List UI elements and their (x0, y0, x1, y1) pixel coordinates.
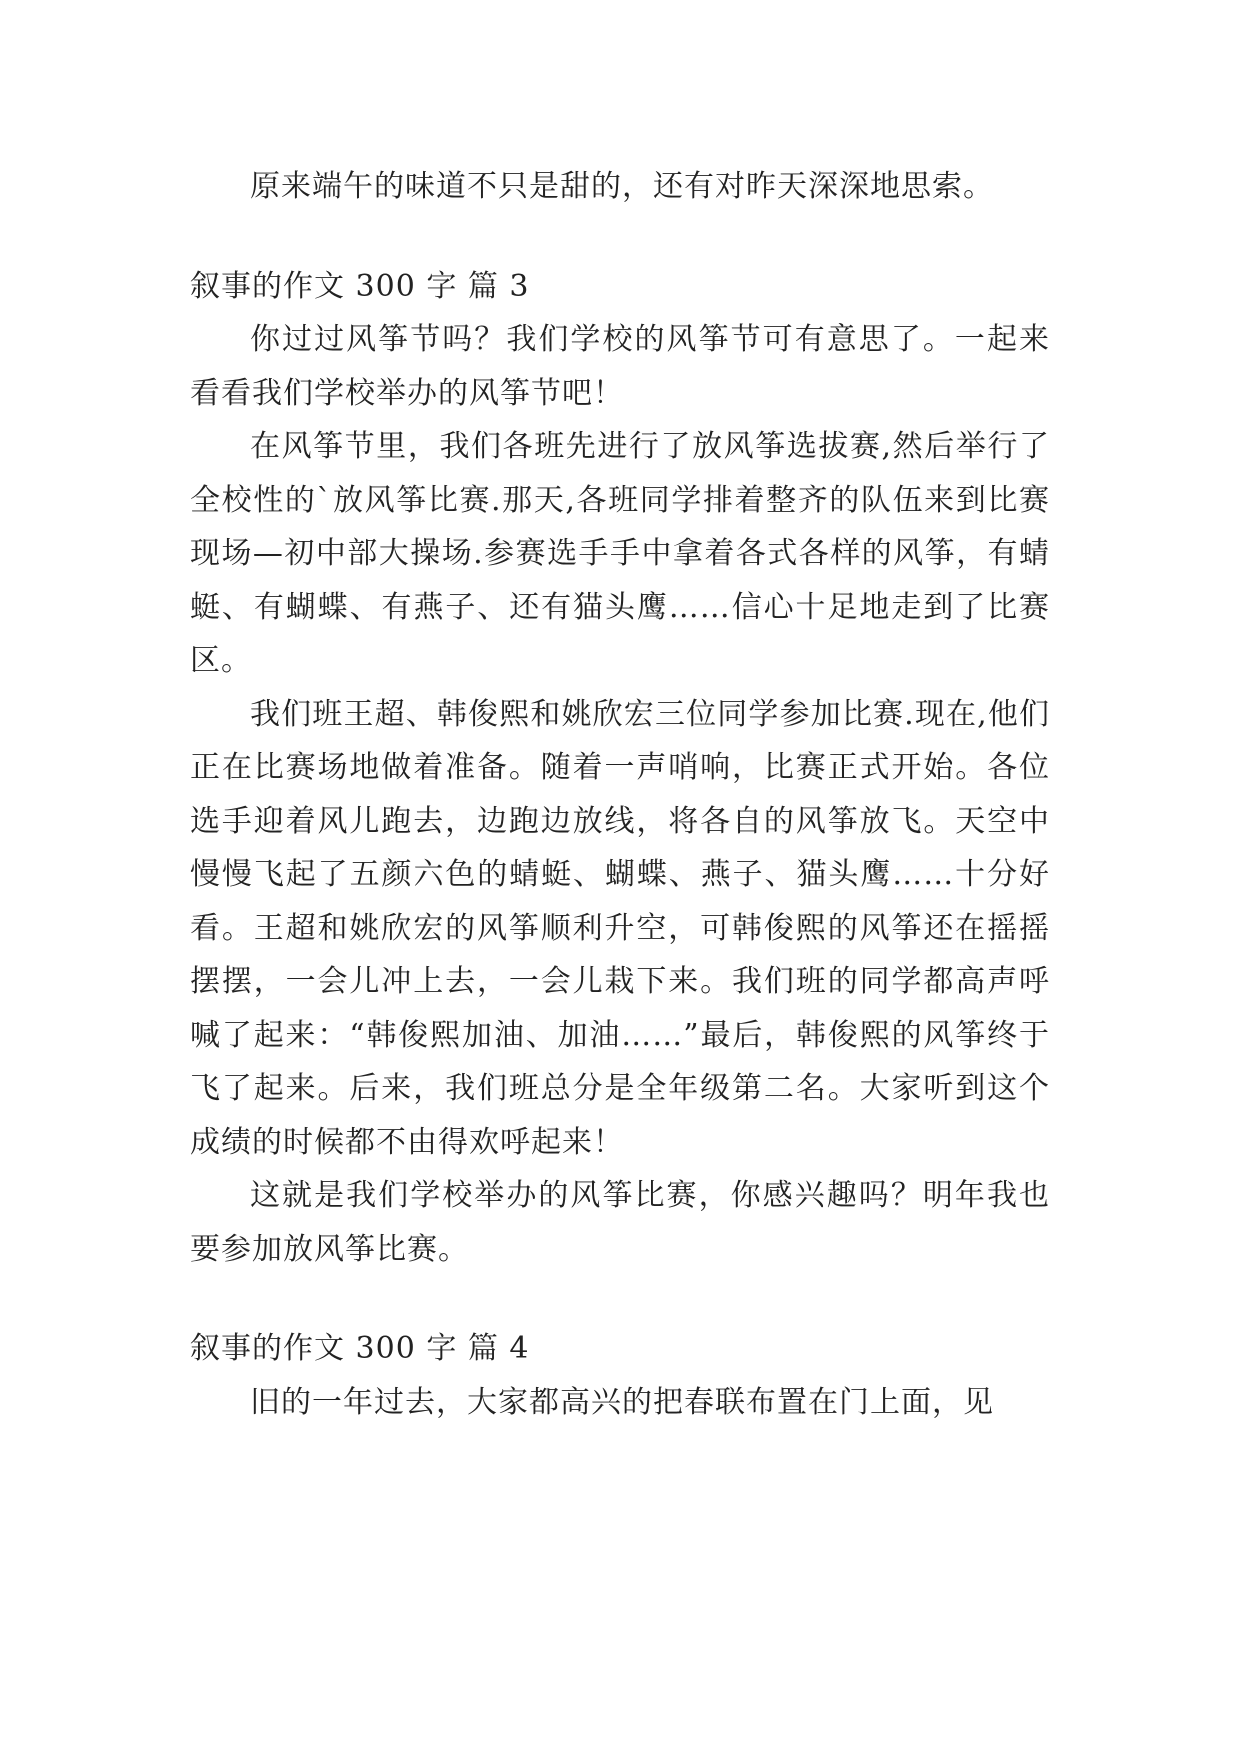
section-heading: 叙事的作文 300 字 篇 4 (190, 1331, 530, 1366)
paragraph: 在风筝节里，我们各班先进行了放风筝选拔赛,然后举行了全校性的`放风筝比赛.那天,各班同学排着整齐的队伍来到比赛现场—初中部大操场.参赛选手手中拿着各式各样的风筝，有蜻蜓、有蝴蝶、有燕子、还有猫头鹰……信心十足地走到了比赛区。 (190, 429, 1050, 678)
paragraph: 旧的一年过去，大家都高兴的把春联布置在门上面，见 (250, 1384, 994, 1420)
section-3 (190, 260, 1050, 1277)
paragraph: 这就是我们学校举办的风筝比赛，你感兴趣吗？明年我也要参加放风筝比赛。 (190, 1178, 1050, 1267)
section-gap (190, 1276, 1050, 1322)
section-4 (190, 1322, 1050, 1429)
section-gap (190, 214, 1050, 260)
document-page (190, 160, 1050, 1429)
section-heading: 叙事的作文 300 字 篇 3 (190, 268, 530, 304)
paragraph: 你过过风筝节吗？我们学校的风筝节可有意思了。一起来看看我们学校举办的风筝节吧！ (190, 322, 1050, 411)
intro-paragraph: 原来端午的味道不只是甜的，还有对昨天深深地思索。 (250, 169, 994, 204)
paragraph: 我们班王超、韩俊熙和姚欣宏三位同学参加比赛.现在,他们正在比赛场地做着准备。随着一声哨响，比赛正式开始。各位选手迎着风儿跑去，边跑边放线，将各自的风筝放飞。天空中慢慢飞起了五颜六色的蜻蜓、蝴蝶、燕子、猫头鹰……十分好看。王超和姚欣宏的风筝顺利升空，可韩俊熙的风筝还在摇摇摆摆，一会儿冲上去，一会儿栽下来。我们班的同学都高声呼喊了起来：“韩俊熙加油、加油……”最后，韩俊熙的风筝终于飞了起来。后来，我们班总分是全年级第二名。大家听到这个成绩的时候都不由得欢呼起来！ (190, 696, 1050, 1160)
